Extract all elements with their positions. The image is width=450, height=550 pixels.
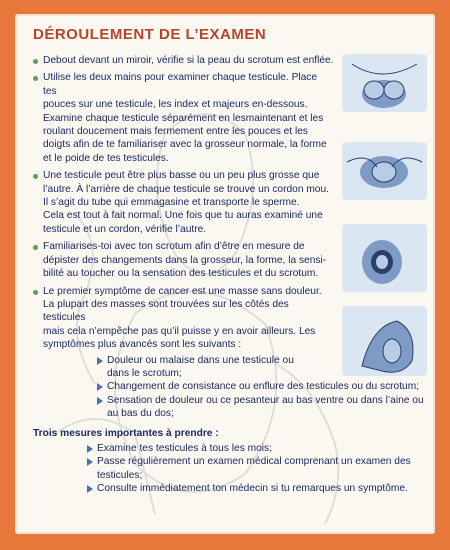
measure-item: Examine tes testicules à tous les mois;: [85, 442, 427, 455]
step-text: doigts afin de te familiariser avec la grosseur normale, la forme: [43, 139, 327, 151]
step-text: roulant doucement mais fermement entre les pouces et les: [43, 126, 309, 138]
step-item: [33, 54, 428, 67]
page-title: DÉROULEMENT DE L’EXAMEN: [33, 26, 267, 43]
step-text: symptômes plus avancés sont les suivants :: [43, 339, 242, 351]
symptom-item: Douleur ou malaise dans une testicule ou dans le scrotum;: [95, 354, 297, 381]
symptom-item: Sensation de douleur ou ce pesanteur au bas ventre ou dans l’aine ou au bas du dos;: [95, 394, 427, 421]
step-text: l’autre. À l’arrière de chaque testicule se trouve un cordon mou.: [43, 183, 329, 195]
step-text: dépister des changements dans la grosseur, la forme, la sensi-: [43, 254, 327, 266]
step-text: bilité au toucher ou la sensation des testicules et du scrotum.: [43, 268, 319, 280]
step-text: Il s’agit du tube qui emmagasine et transporte le sperme.: [43, 197, 300, 209]
step-text: Familiarises-toi avec ton scrotum afin d’être en mesure de: [43, 241, 305, 253]
step-text: Debout devant un miroir, vérifie si la peau du scrotum est enflée.: [43, 55, 334, 66]
step-item: [33, 71, 331, 165]
step-text: Utilise les deux mains pour examiner chaque testicule. Place tes: [43, 72, 318, 97]
step-item: [33, 285, 428, 421]
steps-list: [33, 54, 428, 421]
step-text: et le poide de tes testicules.: [43, 152, 169, 164]
measure-item: Passe régulièrement un examen médical comprenant un examen des testicules;: [85, 455, 427, 482]
step-text: Cela est tout à fait normal. Une fois que tu auras examiné une: [43, 210, 323, 222]
step-text: pouces sur une testicule, les index et majeurs en-dessous.: [43, 99, 308, 111]
step-text: La plupart des masses sont trouvées sur les côtés des testicules: [43, 298, 289, 324]
step-item: [33, 240, 331, 280]
measure-item: Consulte immédiatement ton médecin si tu remarques un symptôme.: [85, 482, 427, 495]
step-item: [33, 169, 331, 236]
step-text: mais cela n’empêche pas qu’il puisse y en avoir ailleurs. Les: [43, 325, 316, 337]
info-panel: [15, 14, 435, 534]
step-text: Le premier symptôme de cancer est une masse sans douleur.: [43, 285, 322, 297]
step-text: Une testicule peut être plus basse ou un peu plus grosse que: [43, 170, 320, 182]
symptoms-list: [43, 354, 428, 421]
exam-steps: [33, 54, 428, 496]
measures-heading: Trois mesures importantes à prendre :: [33, 427, 219, 439]
step-text: Examine chaque testicule séparément en lesmaintenant et les: [43, 112, 324, 124]
measures-list: [33, 442, 428, 496]
step-text: testicule et un cordon, vérifie l’autre.: [43, 223, 207, 235]
symptom-item: Changement de consistance ou enflure des testicules ou du scrotum;: [95, 380, 427, 393]
